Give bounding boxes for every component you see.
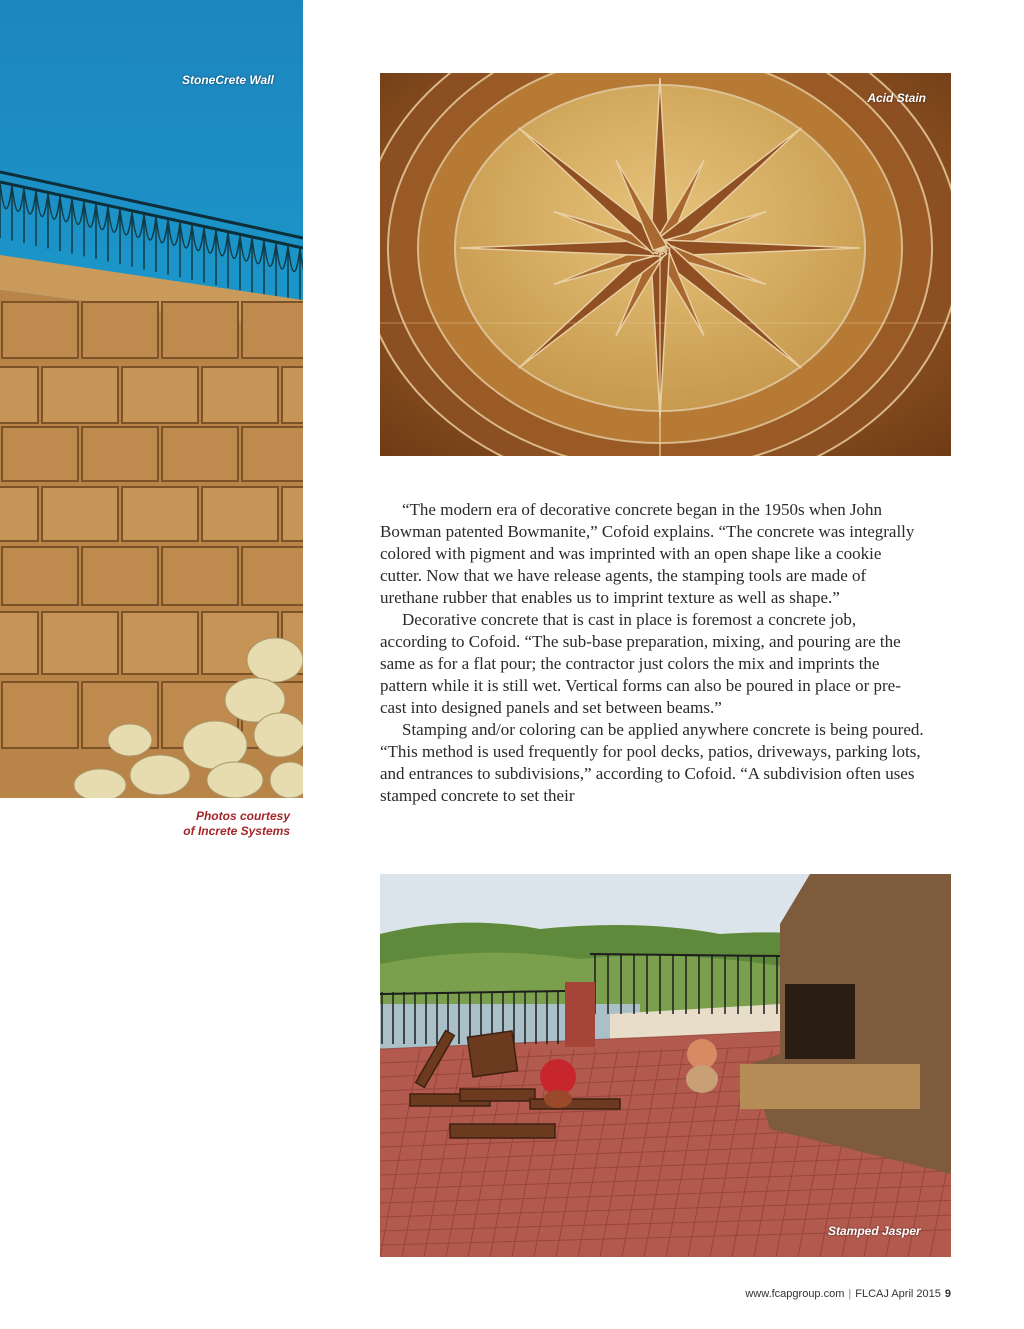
article-paragraph: Stamping and/or coloring can be applied anywhere concrete is being poured. “This method is used frequently for pool decks, patios, driveways, parking lots, and entrances to subdivisions,” according to Cofoid. “A subdivision often uses stamped concrete to set their <box>380 720 924 805</box>
photo-credit <box>150 809 290 839</box>
wall-photo-caption: StoneCrete Wall <box>182 73 274 87</box>
footer-website: www.fcapgroup.com <box>745 1288 845 1300</box>
page-number: 9 <box>944 1288 951 1300</box>
acid-stain-photo <box>380 73 951 456</box>
compass-rose-illustration <box>380 73 951 456</box>
stamped-jasper-photo <box>380 874 951 1257</box>
patio-photo-caption: Stamped Jasper <box>828 1224 921 1238</box>
stonecrete-wall-illustration <box>0 0 303 798</box>
footer-issue: April 2015 <box>891 1288 941 1300</box>
photo-credit-line-2: of Increte Systems <box>183 824 290 838</box>
patio-illustration <box>380 874 951 1257</box>
page-footer <box>745 1288 951 1300</box>
footer-publication: FLCAJ <box>855 1288 889 1300</box>
stonecrete-wall-photo <box>0 0 303 798</box>
article-paragraph: “The modern era of decorative concrete began in the 1950s when John Bowman patented Bowmanite,” Cofoid explains. “The concrete was integrally colored with pigment and was imprinted with an open shape like a cookie cutter. Now that we have release agents, the stamping tools are made of urethane rubber that enables us to imprint texture as well as shape.” <box>380 500 915 607</box>
article-paragraph: Decorative concrete that is cast in place is foremost a concrete job, according to Cofoid. “The sub-base preparation, mixing, and pouring are the same as for a flat pour; the contractor just colors the mix and imprints the pattern while it is still wet. Vertical forms can also be poured in place or pre-cast into designed panels and set between beams.” <box>380 610 901 717</box>
photo-credit-line-1: Photos courtesy <box>195 809 290 823</box>
footer-separator: | <box>848 1288 852 1300</box>
acid-stain-caption: Acid Stain <box>867 91 926 105</box>
article-body <box>380 499 925 807</box>
